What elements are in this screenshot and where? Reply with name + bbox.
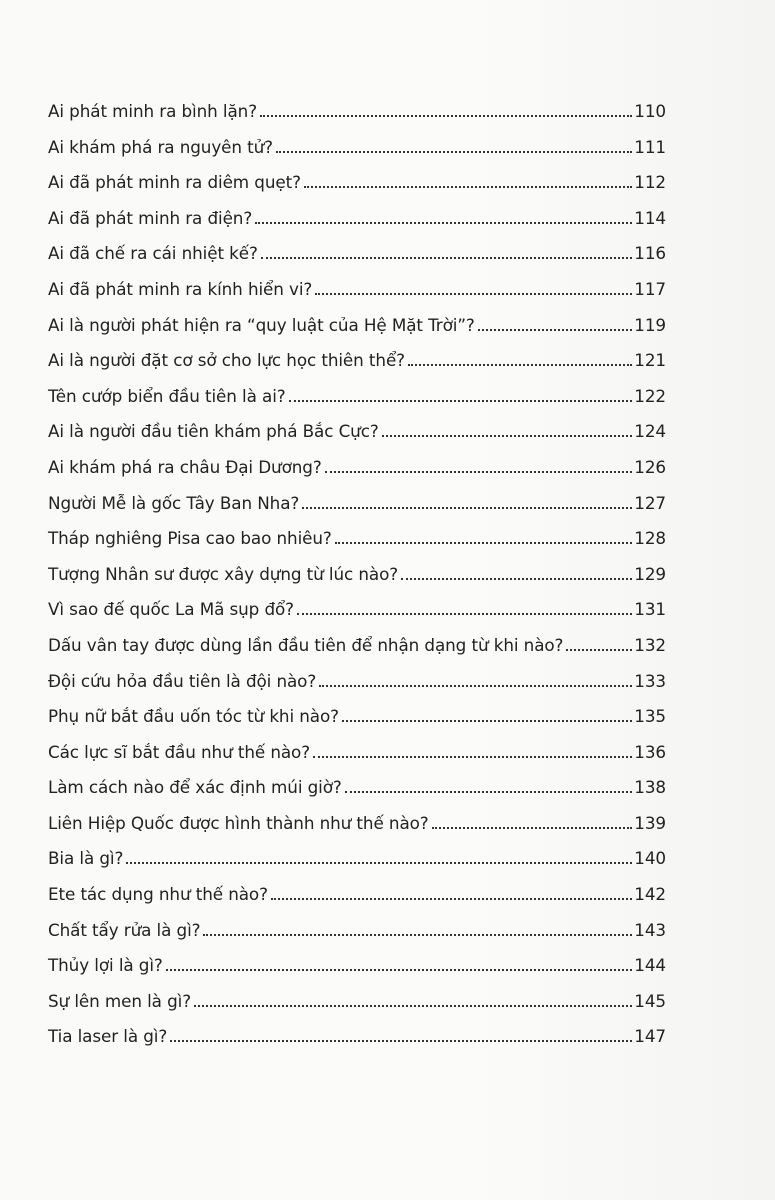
toc-entry bbox=[48, 350, 666, 386]
toc-entry-title: Sự lên men là gì? bbox=[48, 990, 192, 1011]
toc-entry-title: Ai là người đặt cơ sở cho lực học thiên thể? bbox=[48, 350, 405, 371]
toc-entry-page-number: 142 bbox=[634, 884, 666, 905]
toc-entry-title: Ai khám phá ra nguyên tử? bbox=[48, 136, 273, 157]
toc-entry-page-number: 122 bbox=[634, 385, 666, 406]
dot-leader bbox=[319, 685, 632, 687]
toc-entry bbox=[48, 101, 666, 137]
toc-entry bbox=[48, 172, 666, 208]
dot-leader bbox=[432, 827, 633, 829]
toc-entry-page-number: 140 bbox=[634, 848, 666, 869]
toc-entry-page-number: 127 bbox=[634, 492, 666, 513]
toc-entry-page-number: 138 bbox=[634, 777, 666, 798]
dot-leader bbox=[255, 222, 632, 224]
toc-entry-page-number: 126 bbox=[634, 456, 666, 477]
toc-entry-page-number: 133 bbox=[634, 670, 666, 691]
toc-entry-title: Ai phát minh ra bình lặn? bbox=[48, 101, 258, 121]
dot-leader bbox=[335, 542, 633, 544]
toc-entry bbox=[48, 1026, 666, 1062]
toc-entry-title: Làm cách nào để xác định múi giờ? bbox=[48, 777, 342, 798]
toc-entry bbox=[48, 208, 666, 244]
toc-entry bbox=[48, 777, 666, 813]
toc-entry bbox=[48, 635, 666, 671]
toc-entry bbox=[48, 884, 666, 920]
dot-leader bbox=[325, 471, 633, 473]
toc-entry-title: Ai là người đầu tiên khám phá Bắc Cực? bbox=[48, 421, 379, 442]
toc-entry-page-number: 114 bbox=[634, 207, 666, 228]
toc-entry-page-number: 116 bbox=[634, 243, 666, 264]
toc-entry-title: Bia là gì? bbox=[48, 848, 124, 869]
dot-leader bbox=[408, 364, 632, 366]
toc-entry-page-number: 111 bbox=[634, 136, 666, 157]
dot-leader bbox=[276, 151, 632, 153]
toc-entry bbox=[48, 315, 666, 351]
toc-entry-title: Vì sao đế quốc La Mã sụp đổ? bbox=[48, 599, 294, 620]
dot-leader bbox=[478, 329, 633, 331]
toc-entry bbox=[48, 243, 666, 279]
toc-entry bbox=[48, 742, 666, 778]
toc-entry-title: Tên cướp biển đầu tiên là ai? bbox=[48, 385, 286, 406]
toc-entry-page-number: 135 bbox=[634, 706, 666, 727]
toc-entry bbox=[48, 671, 666, 707]
toc-entry-page-number: 132 bbox=[634, 634, 666, 655]
dot-leader bbox=[289, 400, 633, 402]
toc-entry bbox=[48, 599, 666, 635]
dot-leader bbox=[194, 1005, 632, 1007]
toc-entry-page-number: 112 bbox=[634, 172, 666, 193]
toc-entry-page-number: 144 bbox=[634, 955, 666, 976]
toc-entry bbox=[48, 991, 666, 1027]
dot-leader bbox=[401, 578, 632, 580]
toc-entry-page-number: 129 bbox=[634, 563, 666, 584]
toc-entry-title: Người Mễ là gốc Tây Ban Nha? bbox=[48, 492, 300, 513]
toc-entry-page-number: 131 bbox=[634, 599, 666, 620]
dot-leader bbox=[261, 257, 632, 259]
dot-leader bbox=[313, 756, 632, 758]
toc-entry bbox=[48, 279, 666, 315]
dot-leader bbox=[260, 115, 632, 117]
toc-entry-title: Đội cứu hỏa đầu tiên là đội nào? bbox=[48, 670, 317, 691]
toc-entry-page-number: 139 bbox=[634, 812, 666, 833]
toc-entry bbox=[48, 920, 666, 956]
toc-entry bbox=[48, 813, 666, 849]
toc-entry bbox=[48, 955, 666, 991]
dot-leader bbox=[297, 613, 632, 615]
toc-entry-title: Tia laser là gì? bbox=[48, 1026, 168, 1047]
toc-entry bbox=[48, 137, 666, 173]
dot-leader bbox=[166, 969, 633, 971]
dot-leader bbox=[126, 862, 632, 864]
dot-leader bbox=[566, 649, 632, 651]
dot-leader bbox=[203, 934, 632, 936]
toc-entry-title: Dấu vân tay được dùng lần đầu tiên để nhận dạng từ khi nào? bbox=[48, 634, 564, 655]
toc-entry bbox=[48, 493, 666, 529]
dot-leader bbox=[382, 435, 633, 437]
toc-entry-title: Phụ nữ bắt đầu uốn tóc từ khi nào? bbox=[48, 706, 339, 727]
toc-entry bbox=[48, 706, 666, 742]
toc-entry-page-number: 121 bbox=[634, 350, 666, 371]
dot-leader bbox=[170, 1040, 632, 1042]
toc-entry bbox=[48, 848, 666, 884]
toc-entry-title: Ai là người phát hiện ra “quy luật của Hệ Mặt Trời”? bbox=[48, 314, 475, 335]
toc-entry-title: Tượng Nhân sư được xây dựng từ lúc nào? bbox=[48, 563, 399, 584]
toc-entry-page-number: 145 bbox=[634, 990, 666, 1011]
toc-entry-title: Chất tẩy rửa là gì? bbox=[48, 919, 201, 940]
toc-entry-title: Ai khám phá ra châu Đại Dương? bbox=[48, 456, 322, 477]
toc-entry-title: Ai đã phát minh ra điện? bbox=[48, 207, 253, 228]
dot-leader bbox=[304, 186, 632, 188]
dot-leader bbox=[302, 507, 632, 509]
dot-leader bbox=[271, 898, 632, 900]
toc-entry bbox=[48, 528, 666, 564]
toc-entry-page-number: 128 bbox=[634, 528, 666, 549]
toc-entry bbox=[48, 564, 666, 600]
toc-entry-title: Ete tác dụng như thế nào? bbox=[48, 884, 268, 905]
toc-entry-title: Thủy lợi là gì? bbox=[48, 955, 163, 976]
toc-entry-page-number: 147 bbox=[634, 1026, 666, 1047]
toc-entry bbox=[48, 386, 666, 422]
toc-entry bbox=[48, 421, 666, 457]
dot-leader bbox=[345, 791, 633, 793]
toc-entry-title: Liên Hiệp Quốc được hình thành như thế nào? bbox=[48, 812, 429, 833]
toc-entry-title: Ai đã chế ra cái nhiệt kế? bbox=[48, 243, 258, 264]
toc-entry-page-number: 117 bbox=[634, 278, 666, 299]
toc-entry-page-number: 143 bbox=[634, 919, 666, 940]
toc-entry bbox=[48, 457, 666, 493]
toc-entry-title: Các lực sĩ bắt đầu như thế nào? bbox=[48, 741, 311, 762]
toc-entry-title: Ai đã phát minh ra kính hiển vi? bbox=[48, 278, 313, 299]
toc-entry-page-number: 119 bbox=[634, 314, 666, 335]
toc-entry-page-number: 136 bbox=[634, 741, 666, 762]
toc-entry-page-number: 110 bbox=[634, 101, 666, 121]
toc-entry-page-number: 124 bbox=[634, 421, 666, 442]
toc-entry-title: Ai đã phát minh ra diêm quẹt? bbox=[48, 172, 301, 193]
dot-leader bbox=[315, 293, 632, 295]
table-of-contents bbox=[48, 101, 666, 1062]
toc-entry-title: Tháp nghiêng Pisa cao bao nhiêu? bbox=[48, 528, 332, 549]
dot-leader bbox=[342, 720, 632, 722]
